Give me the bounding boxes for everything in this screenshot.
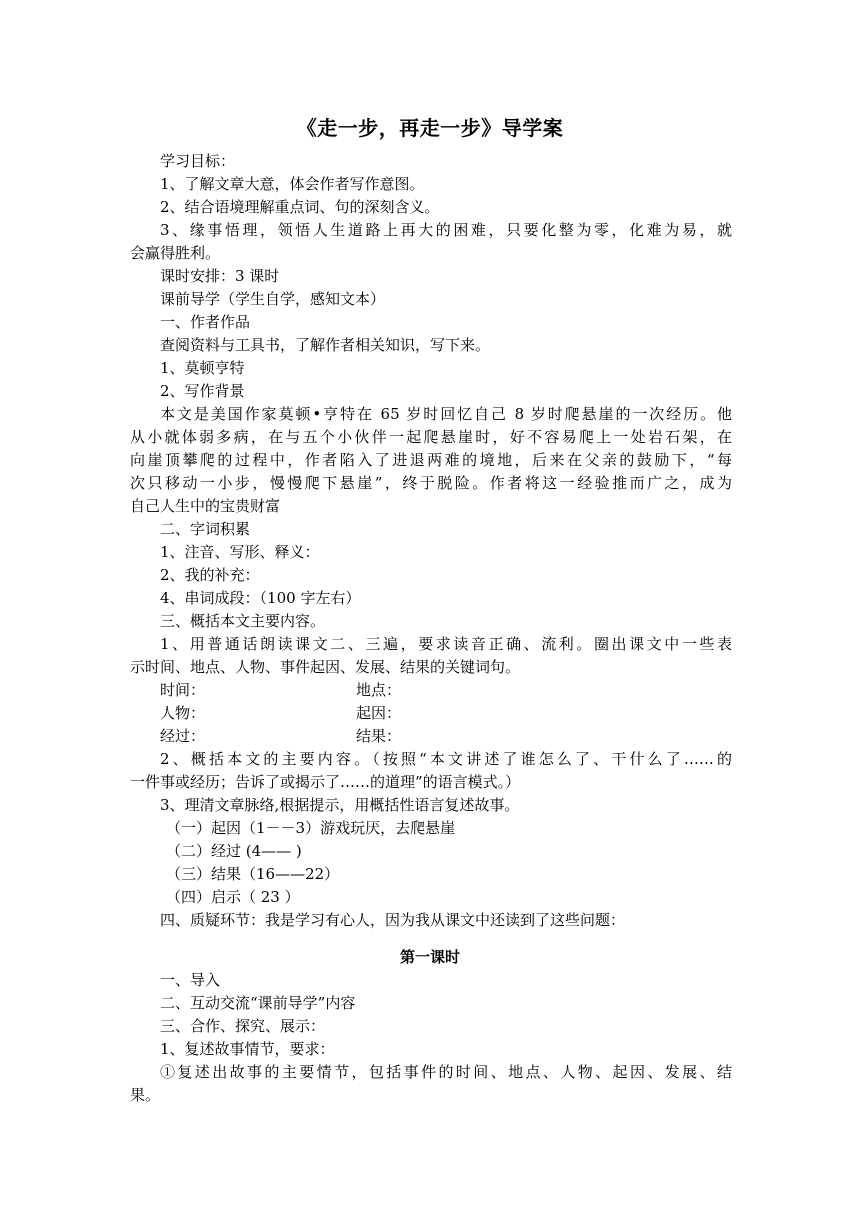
text-line: 果。	[130, 1086, 161, 1104]
text-line: 学习目标：	[160, 152, 236, 170]
paragraph-line: 向崖顶攀爬的过程中，作者陷入了进退两难的境地，后来在父亲的鼓励下，“每	[130, 451, 732, 469]
text-line: ①复述出故事的主要情节，包括事件的时间、地点、人物、起因、发展、结	[160, 1063, 732, 1081]
grid-label-people: 人物：	[160, 704, 206, 722]
text-line: 查阅资料与工具书，了解作者相关知识，写下来。	[160, 336, 491, 354]
text-line: 1、了解文章大意，体会作者写作意图。	[160, 175, 425, 193]
text-line: 2、我的补充：	[160, 566, 260, 584]
paragraph-line: 本文是美国作家莫顿•亨特在 65 岁时回忆自己 8 岁时爬悬崖的一次经历。他	[160, 405, 732, 423]
paragraph-line: 自己人生中的宝贵财富	[130, 497, 281, 515]
text-line: 课前导学（学生自学，感知文本）	[160, 290, 386, 308]
text-line: 二、互动交流“课前导学”内容	[160, 994, 356, 1012]
paragraph-line: 次只移动一小步，慢慢爬下悬崖”，终于脱险。作者将这一经验推而广之，成为	[130, 474, 732, 492]
section-heading: 四、质疑环节：我是学习有心人，因为我从课文中还读到了这些问题：	[160, 911, 626, 929]
outline-item: （二）经过 (4—— )	[166, 842, 302, 860]
text-line: 2、概括本文的主要内容。（按照“本文讲述了谁怎么了、干什么了……的	[160, 750, 732, 768]
grid-label-place: 地点：	[356, 681, 402, 699]
outline-item: （三）结果（16——22）	[166, 865, 340, 883]
grid-label-cause: 起因：	[356, 704, 402, 722]
document-title: 《走一步，再走一步》导学案	[296, 116, 564, 140]
grid-label-process: 经过：	[160, 727, 206, 745]
text-line: 1、莫顿亨特	[160, 359, 245, 377]
text-line: 课时安排：3 课时	[160, 267, 280, 285]
outline-item: （四）启示（ 23 ）	[166, 888, 300, 906]
section-heading: 三、概括本文主要内容。	[160, 612, 326, 630]
text-line: 2、结合语境理解重点词、句的深刻含义。	[160, 198, 440, 216]
text-line: 会赢得胜利。	[130, 244, 221, 262]
text-line: 1、注音、写形、释义：	[160, 543, 320, 561]
grid-label-time: 时间：	[160, 681, 206, 699]
text-line: 三、合作、探究、展示：	[160, 1017, 326, 1035]
outline-item: （一）起因（1－－3）游戏玩厌，去爬悬崖	[166, 819, 456, 837]
text-line: 1、复述故事情节，要求：	[160, 1040, 335, 1058]
text-line: 3、理清文章脉络,根据提示，用概括性语言复述故事。	[160, 796, 520, 814]
text-line: 3、缘事悟理，领悟人生道路上再大的困难，只要化整为零，化难为易，就	[160, 221, 732, 239]
grid-label-result: 结果：	[356, 727, 402, 745]
text-line: 2、写作背景	[160, 382, 245, 400]
text-line: 1、用普通话朗读课文二、三遍，要求读音正确、流利。圈出课文中一些表	[160, 635, 732, 653]
text-line: 一件事或经历；告诉了或揭示了……的道理”的语言模式。）	[130, 773, 521, 791]
text-line: 4、串词成段：（100 字左右）	[160, 589, 361, 607]
section-heading: 二、字词积累	[160, 520, 251, 538]
text-line: 一、导入	[160, 971, 221, 989]
text-line: 示时间、地点、人物、事件起因、发展、结果的关键词句。	[130, 658, 521, 676]
section-title: 第一课时	[399, 948, 460, 966]
section-heading: 一、作者作品	[160, 313, 251, 331]
paragraph-line: 从小就体弱多病，在与五个小伙伴一起爬悬崖时，好不容易爬上一处岩石架，在	[130, 428, 732, 446]
